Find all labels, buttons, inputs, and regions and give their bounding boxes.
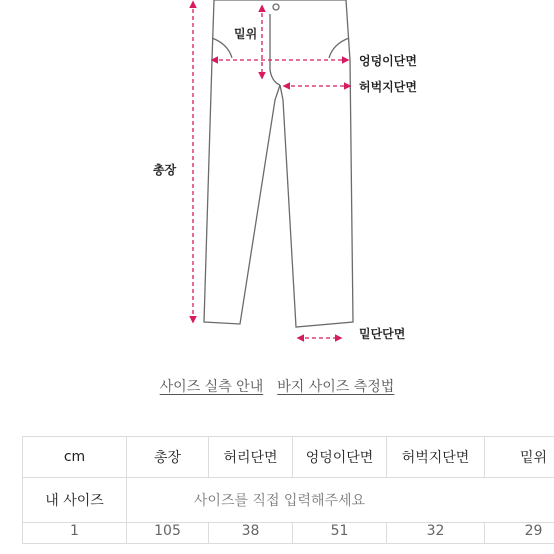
button [273, 4, 279, 10]
value-cell-rise: 29 [485, 523, 554, 544]
value-cell-waist: 38 [209, 523, 293, 544]
table-row [23, 523, 554, 544]
total-length-label: 총장 [153, 163, 177, 177]
header-cell-unit: cm [23, 437, 127, 478]
table-header-row [23, 437, 554, 478]
hem-label: 밑단단면 [359, 327, 406, 341]
pants-measure-link[interactable]: 바지 사이즈 측정법 [277, 379, 395, 395]
header-cell-waist: 허리단면 [209, 437, 293, 478]
size-cell: 1 [23, 523, 127, 544]
size-table [22, 436, 554, 544]
left-leg-outline [204, 0, 280, 324]
size-guide-link[interactable]: 사이즈 실측 안내 [159, 379, 264, 395]
fly-line [270, 14, 280, 85]
header-cell-hip: 엉덩이단면 [293, 437, 387, 478]
my-size-input[interactable]: 사이즈를 직접 입력해주세요 [127, 478, 554, 523]
size-guide-links [0, 376, 554, 396]
header-cell-total-length: 총장 [127, 437, 209, 478]
my-size-label: 내 사이즈 [23, 478, 127, 523]
pocket-left [212, 38, 232, 58]
rise-label: 밑위 [234, 27, 258, 41]
my-size-row [23, 478, 554, 523]
right-leg-outline [280, 0, 353, 327]
header-cell-rise: 밑위 [485, 437, 554, 478]
header-cell-thigh: 허벅지단면 [387, 437, 485, 478]
thigh-label: 허벅지단면 [359, 80, 417, 94]
hip-label: 엉덩이단면 [359, 54, 417, 68]
pocket-right [329, 38, 349, 58]
value-cell-thigh: 32 [387, 523, 485, 544]
value-cell-total-length: 105 [127, 523, 209, 544]
value-cell-hip: 51 [293, 523, 387, 544]
